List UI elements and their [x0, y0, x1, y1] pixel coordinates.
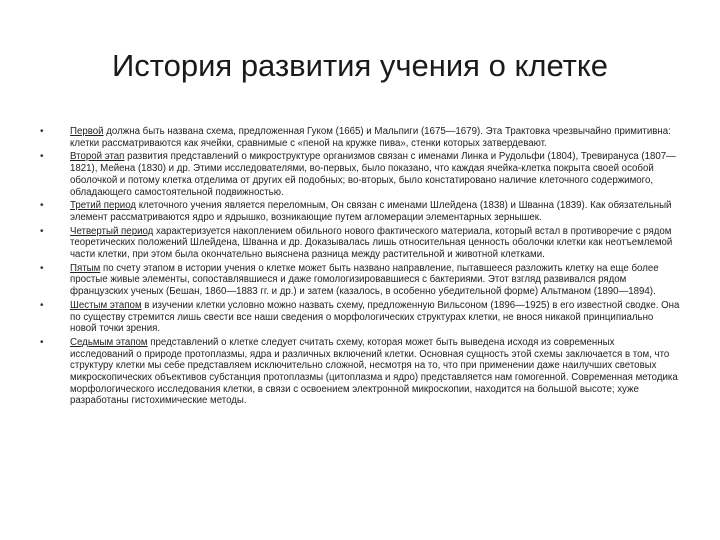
bullet-icon: •	[40, 225, 44, 237]
paragraph-text: по счету этапом в истории учения о клетке может быть названо направление, пытавшееся разложить клетку на еще более простые живые элементы, сопоставлявшиеся и даже гомологизировавшиеся с бактериями. Этот взгляд развивался рядом французских ученых (Бешан, 1860—1883 гг. и др.) и затем (казалось, в особенно убедительной форме) Альтманом (1890—1894).	[70, 262, 659, 298]
list-item	[40, 151, 680, 198]
paragraph	[70, 126, 680, 149]
paragraph	[70, 300, 680, 335]
bullet-icon: •	[40, 262, 44, 274]
period-lead: Четвертый период	[70, 225, 154, 237]
paragraph	[70, 200, 680, 223]
bullet-icon: •	[40, 200, 44, 212]
paragraph-text: в изучении клетки условно можно назвать схему, предложенную Вильсоном (1896—1925) в его известной сводке. Она по существу стремится лишь свести все наши сведения о морфологических структурах клетки, не внося никакой принципиально новой точки зрения.	[70, 299, 680, 335]
slide-title: История развития учения о клетке	[111, 48, 608, 83]
list-item	[40, 226, 680, 261]
period-lead: Третий период	[70, 200, 137, 212]
bullet-icon: •	[40, 151, 44, 163]
list-item	[40, 126, 680, 149]
paragraph	[70, 226, 680, 261]
paragraph	[70, 263, 680, 298]
list-item	[40, 263, 680, 298]
period-lead: Седьмым этапом	[70, 336, 148, 348]
list-item	[40, 300, 680, 335]
paragraph-text: развития представлений о микроструктуре организмов связан с именами Линка и Рудольфи (1804), Тревирануса (1807—1821), Мейена (1830) и др. Этими исследователями, во-первых, было показано, что каждая ячейка-клетка покрыта своей особой оболочкой и потому клетка отделима от других ей подобных; во-вторых, было констатировано наличие клеточного содержимого, обладающего самостоятельной подвижностью.	[70, 151, 676, 198]
paragraph-text: клеточного учения является переломным, Он связан с именами Шлейдена (1838) и Шванна (1839). Как обязательный элемент рассматриваются ядро и ядрышко, возникающие путем агломерации элементарных зернышек.	[70, 200, 672, 223]
list-item	[40, 337, 680, 407]
period-lead: Шестым этапом	[70, 299, 142, 311]
paragraph-text: представлений о клетке следует считать схему, которая может быть выведена исходя из современных исследований о природе протоплазмы, ядра и различных включений клетки. Основная сущность этой схемы заключается в том, что структуру клетки мы себе представляем исключительно сложной, несмотря на то, что при применении даже наилучших световых микроскопических объективов субстанция протоплазмы (цитоплазма и ядро) представляется нам гомогенной. Современная методика морфологического исследования клетки, в связи с освоением электронной микроскопии, находится на большой высоте; хуже разработаны гистохимические методы.	[70, 336, 678, 407]
paragraph-text: характеризуется накоплением обильного нового фактического материала, который встал в противоречие с рядом теоретических положений Шлейдена, Шванна и др. Доказывалась лишь относительная ценность оболочки клетки как неотъемлемой части клетки, при этом была окончательно выяснена разница между растительной и животной клетками.	[70, 225, 673, 261]
bullet-icon: •	[40, 299, 44, 311]
period-lead: Второй этап	[70, 151, 125, 163]
period-lead: Первой	[70, 126, 104, 137]
bullet-icon: •	[40, 126, 44, 137]
paragraph	[70, 337, 680, 407]
list-item	[40, 200, 680, 223]
paragraph-text: должна быть названа схема, предложенная Гуком (1665) и Мальпиги (1675—1679). Эта Трактовка чрезвычайно примитивна: клетки рассматриваются как ячейки, сравнимые с «пеной на кружке пива», стенки которых затвердевают.	[70, 126, 671, 149]
bullet-icon: •	[40, 336, 44, 348]
period-lead: Пятым	[70, 262, 101, 274]
bullet-list	[40, 126, 680, 409]
paragraph	[70, 151, 680, 198]
